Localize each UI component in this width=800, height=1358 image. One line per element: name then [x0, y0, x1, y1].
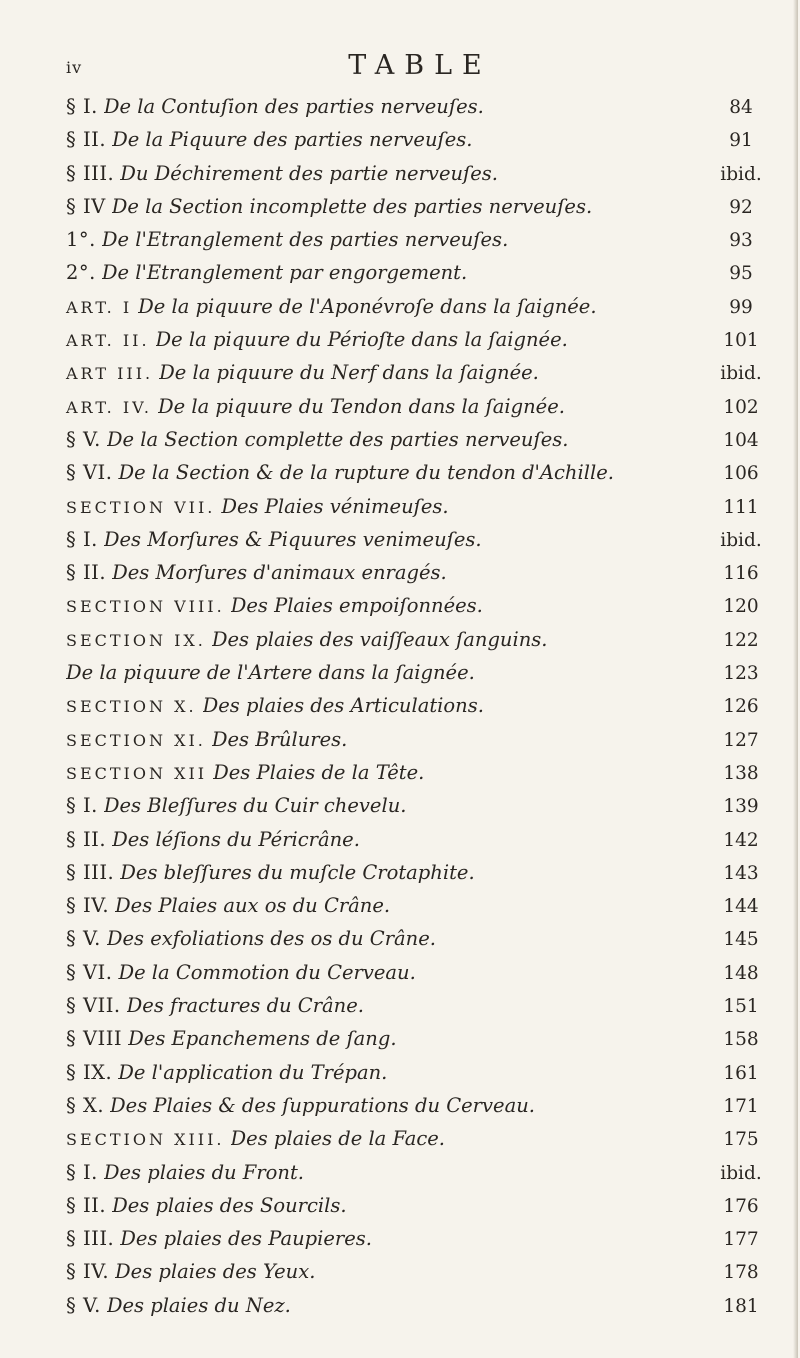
- toc-entry: [66, 623, 776, 656]
- table-of-contents: [66, 90, 776, 1322]
- toc-entry-label: § IV.: [66, 894, 110, 918]
- toc-entry: [66, 689, 776, 722]
- toc-entry: [66, 190, 776, 223]
- toc-entry-page: 116: [723, 563, 759, 585]
- toc-entry-title: De l'Etranglement par engorgement.: [101, 261, 468, 285]
- toc-entry-title: Des exfoliations des os du Crâne.: [106, 927, 436, 951]
- toc-entry-title: De la piquure du Nerf dans la ſaignée.: [159, 361, 539, 385]
- toc-entry: [66, 1056, 776, 1089]
- toc-entry-page: 161: [723, 1062, 759, 1084]
- page-number: iv: [66, 58, 83, 77]
- toc-entry-title: Des plaies du Nez.: [106, 1293, 291, 1317]
- toc-entry: [66, 456, 776, 489]
- toc-entry-label: § II.: [66, 128, 107, 152]
- toc-entry-title: Des plaies du Front.: [103, 1160, 304, 1184]
- toc-entry-page: 142: [723, 829, 759, 851]
- toc-entry-label: SECTION VIII.: [66, 597, 225, 617]
- toc-entry: [66, 656, 776, 689]
- toc-entry-title: Des plaies des Yeux.: [115, 1260, 316, 1284]
- toc-entry: [66, 756, 776, 789]
- toc-entry-page: 92: [729, 196, 753, 218]
- toc-entry-label: § IV: [66, 194, 106, 218]
- toc-entry-label: SECTION X.: [66, 697, 197, 717]
- toc-entry-label: ART. I: [66, 297, 133, 317]
- toc-entry: [66, 90, 776, 123]
- toc-entry: [66, 256, 776, 289]
- toc-entry: [66, 123, 776, 156]
- toc-entry: [66, 290, 776, 323]
- toc-entry-page: 175: [723, 1129, 759, 1151]
- toc-entry-label: § III.: [66, 860, 115, 884]
- toc-entry-page: 91: [729, 130, 753, 152]
- toc-entry-page: ibid.: [720, 163, 762, 185]
- toc-entry-page: 127: [723, 729, 759, 751]
- toc-entry-label: 2°.: [66, 261, 96, 285]
- toc-entry-title: Des Morſures & Piquures venimeuſes.: [103, 527, 482, 551]
- toc-entry-page: 171: [723, 1095, 759, 1117]
- toc-entry-title: De la piquure de l'Artere dans la ſaignée.: [66, 661, 475, 685]
- toc-entry-title: De la Section complette des parties nerveuſes.: [106, 427, 569, 451]
- toc-entry-page: 123: [723, 663, 759, 685]
- toc-entry-title: Des fractures du Crâne.: [126, 994, 364, 1018]
- toc-entry: [66, 723, 776, 756]
- toc-entry: [66, 223, 776, 256]
- toc-entry-label: § VI.: [66, 960, 113, 984]
- toc-entry-label: § IX.: [66, 1060, 113, 1084]
- toc-entry-label: § X.: [66, 1093, 105, 1117]
- toc-entry-label: § I.: [66, 1160, 98, 1184]
- toc-entry-page: 120: [723, 596, 759, 618]
- toc-entry: [66, 490, 776, 523]
- toc-entry: [66, 823, 776, 856]
- toc-entry-page: 148: [723, 962, 759, 984]
- toc-entry: [66, 956, 776, 989]
- toc-entry-page: 99: [729, 296, 753, 318]
- toc-entry-label: ART. II.: [66, 331, 150, 351]
- toc-entry-page: 104: [723, 429, 759, 451]
- toc-entry-title: Des Plaies aux os du Crâne.: [115, 894, 391, 918]
- toc-entry-title: De la Contuſion des parties nerveuſes.: [103, 95, 484, 118]
- toc-entry: [66, 556, 776, 589]
- toc-entry-title: De la Piquure des parties nerveuſes.: [112, 128, 473, 152]
- toc-entry-title: Des léſions du Péricrâne.: [112, 827, 360, 851]
- toc-entry: [66, 1089, 776, 1122]
- toc-entry-label: ART. IV.: [66, 397, 152, 417]
- toc-entry: [66, 1189, 776, 1222]
- toc-entry-page: 138: [723, 762, 759, 784]
- toc-entry-page: 145: [723, 929, 759, 951]
- toc-entry-page: 93: [729, 230, 753, 252]
- toc-entry: [66, 856, 776, 889]
- toc-entry: [66, 589, 776, 622]
- toc-entry-title: Des Plaies & des ſuppurations du Cerveau.: [110, 1093, 535, 1117]
- toc-entry-page: 144: [723, 896, 759, 918]
- toc-entry-label: § I.: [66, 527, 98, 551]
- toc-entry-page: 158: [723, 1029, 759, 1051]
- toc-entry-page: 139: [723, 796, 759, 818]
- toc-entry: [66, 1122, 776, 1155]
- toc-entry-page: 151: [723, 996, 759, 1018]
- toc-entry-page: 126: [723, 696, 759, 718]
- toc-entry-title: Des Bleſſures du Cuir chevelu.: [103, 794, 407, 818]
- toc-entry-label: 1°.: [66, 228, 96, 252]
- toc-entry-page: 102: [723, 396, 759, 418]
- toc-entry-title: Des plaies des Paupieres.: [120, 1227, 372, 1251]
- toc-entry-title: Des Epanchemens de ſang.: [128, 1027, 397, 1051]
- toc-entry-label: § II.: [66, 561, 107, 585]
- toc-entry: [66, 1255, 776, 1288]
- toc-entry-page: ibid.: [720, 363, 762, 385]
- toc-entry-label: § V.: [66, 927, 101, 951]
- toc-entry-page: 111: [723, 496, 759, 518]
- toc-entry: [66, 157, 776, 190]
- toc-entry-title: Des plaies des Sourcils.: [112, 1193, 347, 1217]
- toc-entry: [66, 922, 776, 955]
- toc-entry-page: 122: [723, 629, 759, 651]
- toc-entry-label: § VII.: [66, 994, 121, 1018]
- toc-entry: [66, 889, 776, 922]
- toc-entry: [66, 1022, 776, 1055]
- toc-entry-page: ibid.: [720, 1162, 762, 1184]
- toc-entry-page: 178: [723, 1262, 759, 1284]
- toc-entry-title: Des plaies des vaiſſeaux ſanguins.: [211, 627, 548, 651]
- toc-entry: [66, 323, 776, 356]
- page-edge: [793, 0, 798, 1358]
- toc-entry-label: § II.: [66, 1193, 107, 1217]
- toc-entry: [66, 1156, 776, 1189]
- toc-entry-page: 176: [723, 1195, 759, 1217]
- toc-entry-title: Des Brûlures.: [211, 727, 348, 751]
- toc-entry-label: § VI.: [66, 461, 113, 485]
- toc-entry-label: § III.: [66, 161, 115, 185]
- toc-entry-title: Des plaies de la Face.: [230, 1127, 445, 1151]
- toc-entry-label: § II.: [66, 827, 107, 851]
- toc-entry-title: Des bleſſures du muſcle Crotaphite.: [120, 860, 475, 884]
- toc-entry-title: Des Plaies empoiſonnées.: [230, 594, 483, 618]
- toc-entry-page: 95: [729, 263, 753, 285]
- toc-entry-page: 84: [729, 97, 753, 118]
- toc-entry-title: De la Section incomplette des parties nerveuſes.: [111, 194, 593, 218]
- toc-entry-label: SECTION VII.: [66, 497, 216, 517]
- toc-entry-title: Du Déchirement des partie nerveuſes.: [120, 161, 499, 185]
- toc-entry: [66, 789, 776, 822]
- toc-entry-page: 143: [723, 862, 759, 884]
- toc-entry-page: ibid.: [720, 529, 762, 551]
- toc-entry-label: SECTION IX.: [66, 630, 206, 650]
- toc-entry-page: 177: [723, 1229, 759, 1251]
- toc-entry-label: § V.: [66, 427, 101, 451]
- toc-entry-label: SECTION XI.: [66, 730, 206, 750]
- toc-entry: [66, 390, 776, 423]
- toc-entry: [66, 1289, 776, 1322]
- toc-entry: [66, 1222, 776, 1255]
- toc-entry-title: De la piquure du Tendon dans la ſaignée.: [157, 394, 565, 418]
- toc-entry-title: Des Plaies de la Tête.: [213, 760, 425, 784]
- toc-entry: [66, 523, 776, 556]
- toc-entry-title: Des Morſures d'animaux enragés.: [112, 561, 447, 585]
- toc-entry-title: De la piquure de l'Aponévroſe dans la ſaignée.: [138, 294, 597, 318]
- toc-entry-label: ART III.: [66, 364, 154, 384]
- toc-entry-page: 106: [723, 463, 759, 485]
- toc-entry-label: SECTION XIII.: [66, 1130, 225, 1150]
- toc-entry-label: § VIII: [66, 1027, 123, 1051]
- toc-entry: [66, 356, 776, 389]
- toc-entry: [66, 423, 776, 456]
- toc-entry-title: De la Section & de la rupture du tendon d'Achille.: [118, 461, 614, 485]
- toc-entry-label: SECTION XII: [66, 763, 208, 783]
- toc-entry-title: De l'application du Trépan.: [118, 1060, 388, 1084]
- toc-entry-label: § I.: [66, 95, 98, 118]
- toc-entry-title: Des Plaies vénimeuſes.: [221, 494, 449, 518]
- toc-entry-page: 101: [723, 330, 759, 352]
- running-head-title: TABLE: [348, 50, 492, 81]
- toc-entry-title: Des plaies des Articulations.: [202, 694, 484, 718]
- toc-entry: [66, 989, 776, 1022]
- toc-entry-label: § V.: [66, 1293, 101, 1317]
- toc-entry-label: § I.: [66, 794, 98, 818]
- toc-entry-label: § IV.: [66, 1260, 110, 1284]
- toc-entry-label: § III.: [66, 1227, 115, 1251]
- toc-entry-title: De la Commotion du Cerveau.: [118, 960, 416, 984]
- toc-entry-title: De l'Etranglement des parties nerveuſes.: [101, 228, 509, 252]
- toc-entry-page: 181: [723, 1295, 759, 1317]
- toc-entry-title: De la piquure du Périoſte dans la ſaignée.: [155, 328, 568, 352]
